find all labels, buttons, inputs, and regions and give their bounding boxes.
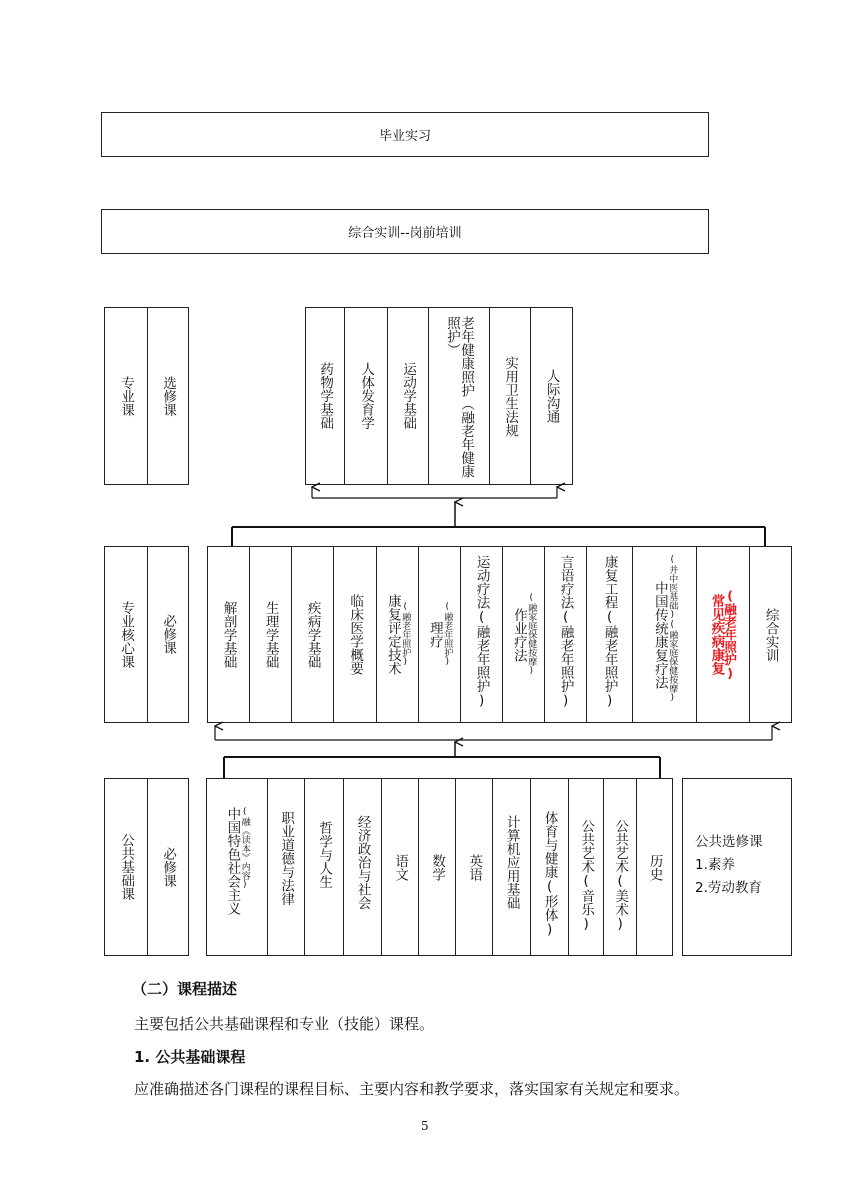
public-electives-title: 公共选修课	[695, 834, 763, 850]
core-course-label: 中国传统康复疗法	[651, 580, 668, 689]
core-course-label: 作业疗法	[510, 607, 527, 662]
sub-heading: 1. 公共基础课程	[134, 1048, 246, 1066]
elective-course-label: 运动学基础	[400, 362, 417, 430]
elective-course-label: 实用卫生法规	[502, 355, 519, 437]
public-course-label: 英语	[466, 853, 483, 881]
public-course-label: 公共艺术(音乐)	[578, 819, 595, 932]
core-kind-label: 必修课	[160, 614, 177, 655]
core-course-note: (并中医基础)(融家庭保健按摩)	[667, 554, 678, 703]
public-course-label: 哲学与人生	[316, 821, 333, 889]
public-course-label: 历史	[646, 853, 663, 881]
section-heading: （二）课程描述	[132, 980, 238, 998]
public-course-label: 语文	[392, 853, 409, 881]
core-course-note: (融老年照护)	[442, 602, 453, 667]
core-course-note: (融家庭保健按摩)	[526, 593, 537, 676]
sub-body: 应准确描述各门课程的课程目标、主要内容和教学要求，落实国家有关规定和要求。	[134, 1080, 690, 1098]
public-course-label: 职业道德与法律	[278, 811, 295, 906]
public-course-label: 数学	[429, 853, 446, 881]
public-course-label: 中国特色社会主义	[224, 807, 241, 915]
core-course-label: 生理学基础	[262, 600, 279, 669]
core-course-note-highlight: (融老年照护)	[722, 588, 738, 681]
public-kind-label: 必修课	[160, 846, 177, 888]
core-course-label-highlight: 常见疾病康复	[708, 594, 725, 675]
core-course-label: 临床医学概要	[347, 594, 364, 675]
internship-label: 毕业实习	[378, 129, 431, 144]
page-number: 5	[421, 1119, 429, 1133]
core-course-label: 运动疗法(融老年照护)	[473, 554, 490, 708]
major-kind-label: 选修课	[160, 375, 177, 417]
elective-course-label: 人际沟通	[543, 369, 560, 423]
core-course-label: 言语疗法(融老年照护)	[557, 554, 574, 708]
elective-course-label: 人体发育学	[358, 362, 375, 430]
core-course-label: 疾病学基础	[304, 600, 321, 669]
elective-course-label: 老年健康照护（融老年健康照护）	[444, 316, 475, 478]
public-course-note: (融《读本》内容)	[239, 807, 250, 890]
core-course-label: 解剖学基础	[220, 600, 237, 669]
public-electives-item: 2.劳动教育	[695, 880, 762, 896]
public-course-label: 体育与健康(形体)	[541, 811, 558, 938]
core-type-label: 专业核心课	[118, 600, 135, 669]
public-electives-item: 1.素养	[695, 857, 735, 873]
training-label: 综合实训--岗前培训	[348, 226, 462, 241]
public-course-label: 经济政治与社会	[354, 815, 371, 910]
core-course-label: 综合实训	[762, 607, 779, 662]
core-course-note: (融老年照护)	[400, 602, 411, 667]
public-course-label: 公共艺术(美术)	[612, 819, 629, 932]
public-type-label: 公共基础课	[118, 833, 135, 901]
major-type-label: 专业课	[118, 375, 135, 417]
core-course-label: 理疗	[426, 621, 443, 648]
core-course-label: 康复工程(融老年照护)	[601, 554, 618, 708]
public-course-label: 计算机应用基础	[503, 815, 520, 910]
core-course-label: 康复评定技术	[384, 594, 401, 675]
section-body: 主要包括公共基础课程和专业（技能）课程。	[134, 1015, 435, 1033]
elective-course-label: 药物学基础	[317, 362, 334, 430]
